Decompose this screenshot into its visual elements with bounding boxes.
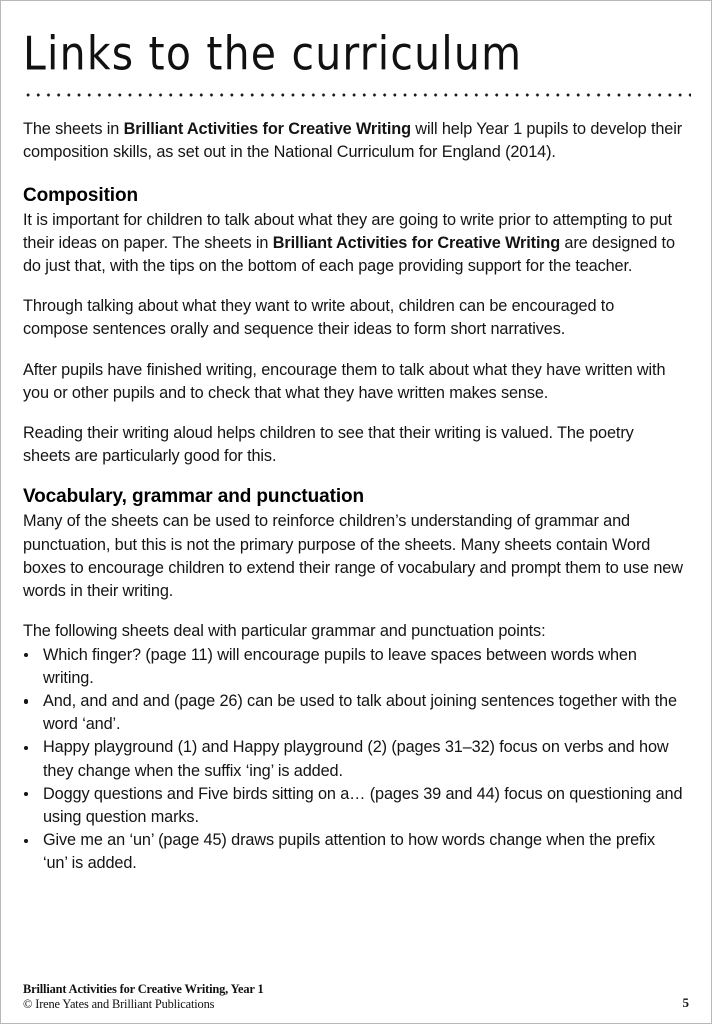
list-item: [23, 783, 683, 829]
composition-paragraph-1: [23, 209, 683, 279]
list-intro-paragraph: The following sheets deal with particular grammar and punctuation points:: [23, 622, 546, 641]
list-item-text: Give me an ‘un’ (page 45) draws pupils attention to how words change when the prefix ‘un’ is added.: [43, 831, 655, 873]
footer-book-title: Brilliant Activities for Creative Writing, Year 1: [23, 982, 264, 996]
composition-p1-bold: Brilliant Activities for Creative Writing: [272, 233, 561, 252]
intro-bold-title: Brilliant Activities for Creative Writing: [123, 120, 411, 139]
footer-copyright: © Irene Yates and Brilliant Publications: [23, 996, 215, 1011]
section-heading-vocabulary: Vocabulary, grammar and punctuation: [23, 486, 365, 508]
composition-paragraph-2: Through talking about what they want to write about, children can be encouraged to compose sentences orally and sequence their ideas to form short narratives.: [23, 297, 615, 339]
page-content: [23, 1, 683, 876]
list-item-text: Doggy questions and Five birds sitting on a… (pages 39 and 44) focus on questioning and using question marks.: [43, 784, 683, 826]
footer-attribution: [23, 982, 264, 1011]
bullet-dot-icon: [24, 839, 28, 843]
list-item: [23, 690, 683, 736]
page-title: Links to the curriculum: [23, 26, 523, 81]
intro-text-before: The sheets in: [23, 120, 124, 139]
bullet-dot-icon: [24, 746, 28, 750]
page-footer: [23, 982, 691, 1011]
composition-paragraph-4: Reading their writing aloud helps children to see that their writing is valued. The poetry sheets are particularly good for this.: [23, 424, 634, 466]
composition-p1-after: are designed to do just that, with the tips on the bottom of each page providing support for the teacher.: [23, 233, 675, 276]
bullet-dot-icon: [24, 699, 28, 703]
intro-text-after: will help Year 1 pupils to develop their composition skills, as set out in the National Curriculum for England (2014).: [23, 120, 683, 162]
list-item: [23, 829, 683, 875]
bullet-dot-icon: [24, 653, 28, 657]
list-item-text: Happy playground (1) and Happy playground (2) (pages 31–32) focus on verbs and how they change when the suffix ‘ing’ is added.: [43, 738, 669, 780]
dotted-divider: [23, 93, 691, 97]
body-content: [23, 118, 683, 875]
composition-p1-before: It is important for children to talk about what they are going to write prior to attempting to put their ideas on paper. The sheets in: [23, 210, 672, 252]
page-number: 5: [682, 995, 689, 1010]
vocabulary-paragraph-1: Many of the sheets can be used to reinforce children’s understanding of grammar and punctuation, but this is not the primary purpose of the sheets. Many sheets contain Word boxes to encourage children to extend their range of vocabulary and prompt them to use new words in their writing.: [23, 512, 683, 601]
list-item: [23, 736, 683, 782]
composition-paragraph-3: After pupils have finished writing, encourage them to talk about what they have written with you or other pupils and to check that what they have written makes sense.: [23, 360, 666, 402]
list-item-text: And, and and and (page 26) can be used to talk about joining sentences together with the word ‘and’.: [43, 691, 677, 734]
list-item: [23, 644, 683, 690]
intro-paragraph: [23, 118, 683, 164]
list-item-text: Which finger? (page 11) will encourage pupils to leave spaces between words when writing.: [43, 645, 637, 687]
section-heading-composition: Composition: [23, 184, 138, 206]
bullet-dot-icon: [24, 792, 28, 796]
grammar-points-list: [23, 644, 683, 876]
